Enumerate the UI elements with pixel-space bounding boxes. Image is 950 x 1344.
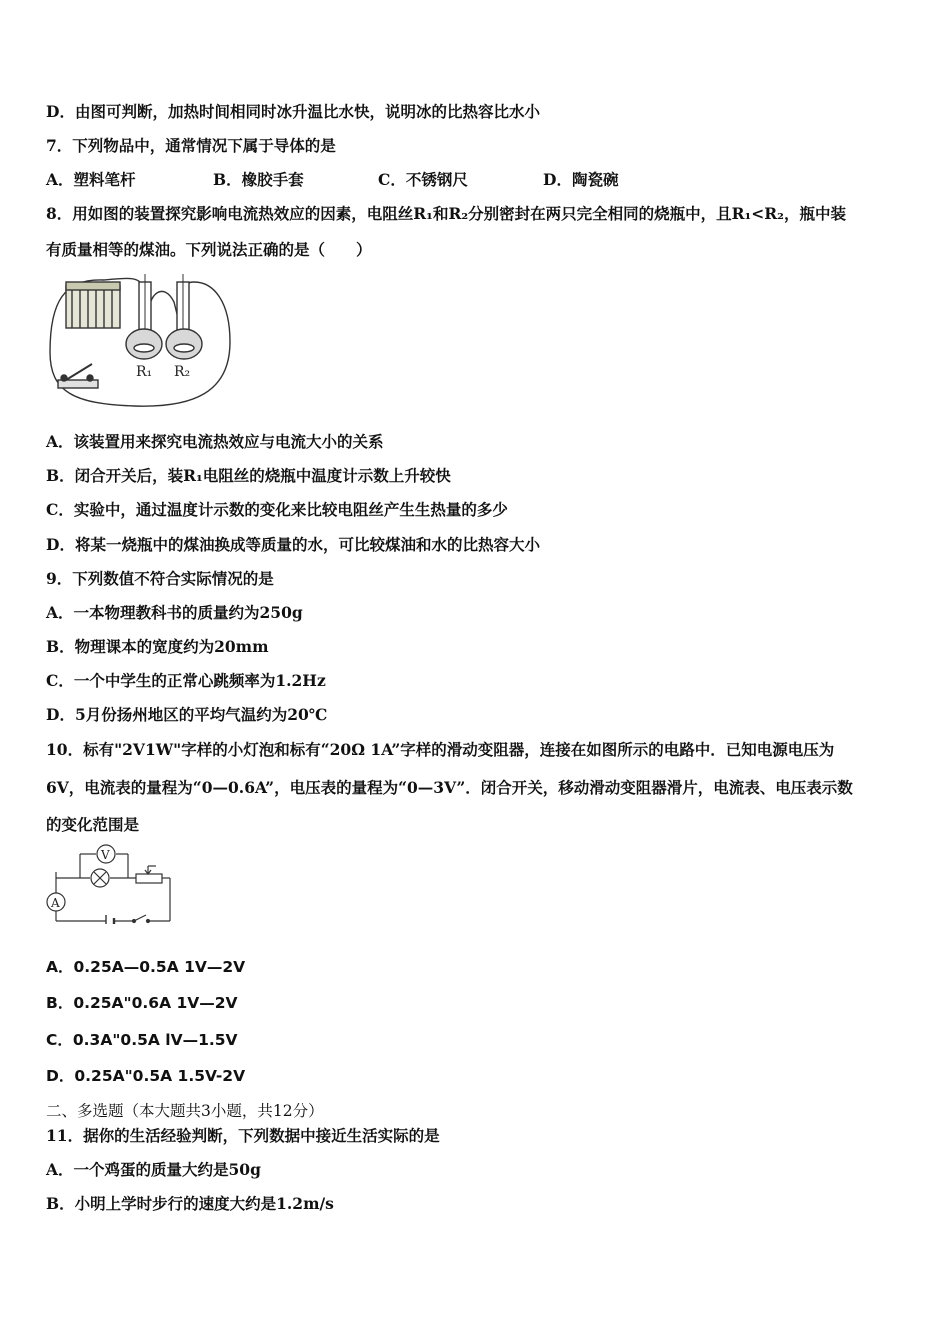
section-2-title: 二、多选题（本大题共3小题，共12分） [46, 1102, 324, 1120]
q9-option-a: A．一本物理教科书的质量约为250g [46, 603, 303, 622]
q7-option-a: A．塑料笔杆 [46, 170, 136, 189]
q10-stem-line3: 的变化范围是 [46, 815, 140, 834]
q10-circuit-figure [44, 844, 174, 924]
q10-stem-line2: 6V，电流表的量程为“0—0.6A”，电压表的量程为“0—3V”．闭合开关，移动滑动变阻器滑片，电流表、电压表示数 [46, 778, 853, 797]
q7-option-d: D．陶瓷碗 [543, 170, 619, 189]
q10-option-d [46, 1066, 245, 1086]
q10-option-a-text: A．0.25A—0.5A 1V—2V [46, 958, 246, 976]
q8-option-a: A．该装置用来探究电流热效应与电流大小的关系 [46, 432, 384, 451]
q8-option-c: C．实验中，通过温度计示数的变化来比较电阻丝产生生热量的多少 [46, 500, 508, 519]
r1-label: R₁ [136, 364, 153, 380]
q11-option-b: B．小明上学时步行的速度大约是1.2m/s [46, 1194, 334, 1213]
q11-stem: 11．据你的生活经验判断，下列数据中接近生活实际的是 [46, 1126, 440, 1145]
q9-option-c: C．一个中学生的正常心跳频率为1.2Hz [46, 671, 326, 690]
q10-option-d-text: D．0.25A"0.5A 1.5V-2V [46, 1067, 246, 1085]
q10-option-a [46, 957, 245, 977]
q8-option-b: B．闭合开关后，装R₁电阻丝的烧瓶中温度计示数上升较快 [46, 466, 451, 485]
q7-options [46, 170, 618, 190]
q6-option-d: D．由图可判断，加热时间相同时冰升温比水快，说明冰的比热容比水小 [46, 102, 540, 121]
q8-option-d: D．将某一烧瓶中的煤油换成等质量的水，可比较煤油和水的比热容大小 [46, 535, 540, 554]
q9-option-b: B．物理课本的宽度约为20mm [46, 637, 269, 656]
q11-option-a: A．一个鸡蛋的质量大约是50g [46, 1160, 261, 1179]
q8-circuit-figure [44, 272, 238, 412]
q7-stem: 7．下列物品中，通常情况下属于导体的是 [46, 136, 336, 155]
q10-option-c-text: C．0.3A"0.5A lV—1.5V [46, 1031, 238, 1049]
q8-stem-line1: 8．用如图的装置探究影响电流热效应的因素，电阻丝R₁和R₂分别密封在两只完全相同的烧瓶中，且R₁<R₂，瓶中装 [46, 204, 846, 223]
q9-option-d: D．5月份扬州地区的平均气温约为20℃ [46, 705, 328, 724]
r2-label: R₂ [174, 364, 191, 380]
ammeter-label: A [51, 896, 60, 910]
q10-option-b [46, 993, 238, 1013]
q9-stem: 9．下列数值不符合实际情况的是 [46, 569, 274, 588]
q10-option-c [46, 1030, 238, 1050]
voltmeter-label: V [101, 848, 110, 862]
q7-option-b: B．橡胶手套 [213, 170, 304, 189]
q8-stem-line2: 有质量相等的煤油。下列说法正确的是（ ） [46, 240, 372, 259]
q7-option-c: C．不锈钢尺 [378, 170, 468, 189]
q10-stem-line1: 10．标有"2V1W"字样的小灯泡和标有“20Ω 1A”字样的滑动变阻器，连接在如图所示的电路中．已知电源电压为 [46, 740, 835, 759]
q10-option-b-text: B．0.25A"0.6A 1V—2V [46, 994, 238, 1012]
